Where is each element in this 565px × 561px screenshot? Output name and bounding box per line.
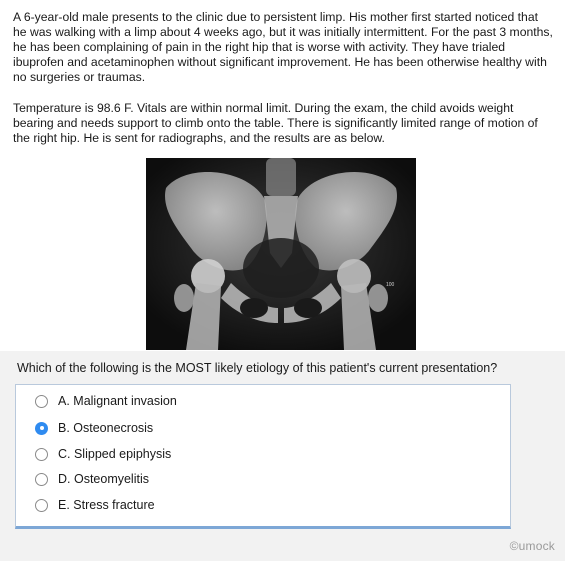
option-d[interactable]: [35, 469, 149, 489]
stem-paragraph-history: A 6-year-old male presents to the clinic due to persistent limp. His mother first started noticed that he was walking with a limp about 4 weeks ago, but it was initially intermittent. For the past 3 months, he has been complaining of pain in the right hip that is worse with activity. They have trialed ibuprofen and acetaminophen without significant improvement. He has been otherwise healthy with no surgeries or traumas.: [13, 10, 553, 84]
option-a[interactable]: [35, 391, 177, 411]
option-b[interactable]: [35, 418, 153, 438]
option-c-label: C. Slipped epiphysis: [58, 447, 172, 461]
option-e-label: E. Stress fracture: [58, 498, 155, 512]
option-e-radio[interactable]: [35, 499, 48, 512]
stem-paragraph-exam: Temperature is 98.6 F. Vitals are within normal limit. During the exam, the child avoids weight bearing and needs support to climb onto the table. There is significantly limited range of motion of the right hip. He is sent for radiographs, and the results are as below.: [13, 101, 538, 145]
option-d-label: D. Osteomyelitis: [58, 472, 149, 486]
option-b-label: B. Osteonecrosis: [58, 421, 154, 435]
option-b-radio[interactable]: [35, 422, 48, 435]
pelvis-radiograph: [146, 158, 416, 350]
option-a-label: A. Malignant invasion: [58, 394, 177, 408]
pelvis-radiograph-image: [146, 158, 416, 350]
option-c[interactable]: [35, 444, 171, 464]
question-panel: [0, 351, 565, 561]
answer-choices: [15, 384, 511, 529]
radiograph-marker: 100: [386, 282, 395, 288]
option-a-radio[interactable]: [35, 395, 48, 408]
option-d-radio[interactable]: [35, 473, 48, 486]
option-e[interactable]: [35, 495, 155, 515]
question-prompt: Which of the following is the MOST likely etiology of this patient's current presentation?: [17, 361, 498, 375]
watermark: ©umock: [509, 539, 555, 553]
option-c-radio[interactable]: [35, 448, 48, 461]
